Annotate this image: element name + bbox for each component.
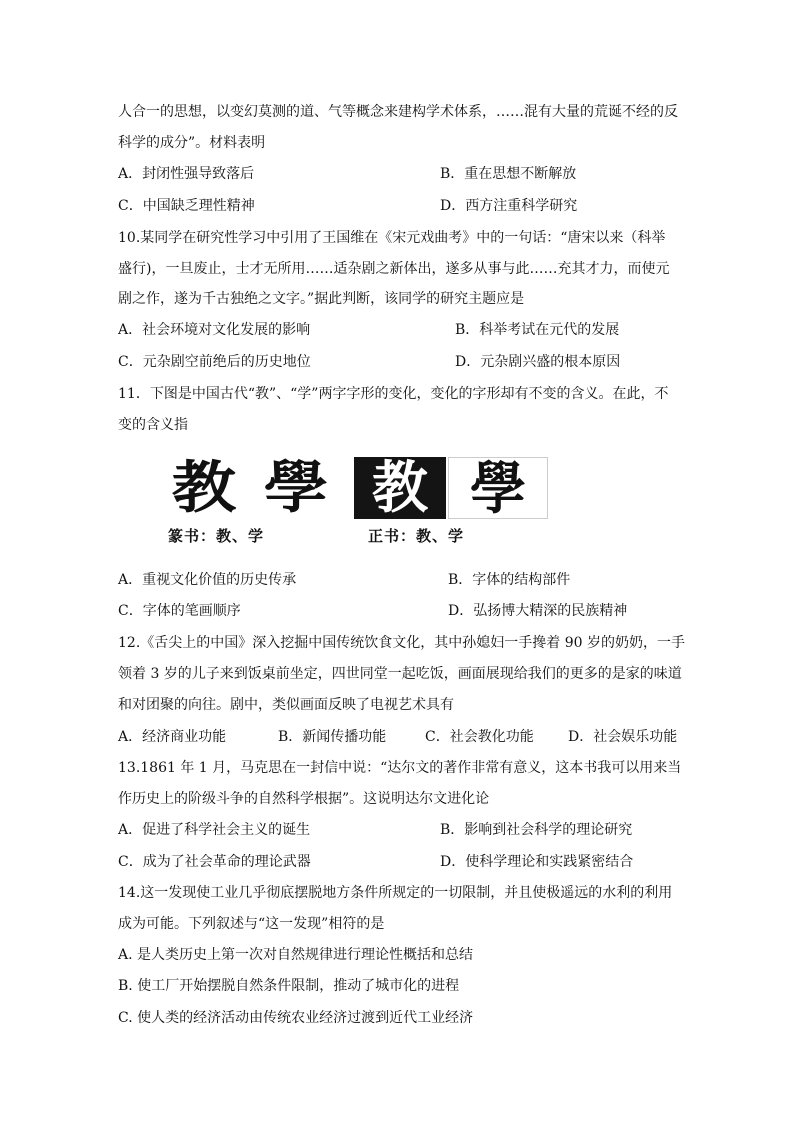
option-b: B．新闻传播功能: [278, 729, 387, 745]
intro-line: 科学的成分”。材料表明: [118, 135, 266, 151]
option-c: C．社会教化功能: [425, 729, 534, 745]
intro-line: 人合一的思想，以变幻莫测的道、气等概念来建构学术体系，……混有大量的荒诞不经的反: [118, 104, 678, 120]
option-b: B. 使工厂开始摆脱自然条件限制，推动了城市化的进程: [118, 978, 460, 994]
question-stem: 11．下图是中国古代“教”、“学”两字字形的变化，变化的字形却有不变的含义。在此，不: [118, 386, 669, 402]
question-stem: 变的含义指: [118, 417, 188, 433]
question-stem: 和对团聚的向往。剧中，类似画面反映了电视艺术具有: [118, 697, 454, 713]
question-stem: 作历史上的阶级斗争的自然科学根据”。这说明达尔文进化论: [118, 791, 490, 807]
option-b: B．字体的结构部件: [448, 572, 571, 588]
option-c: C. 使人类的经济活动由传统农业经济过渡到近代工业经济: [118, 1010, 474, 1026]
option-b: B．重在思想不断解放: [440, 166, 577, 182]
option-b: B．影响到社会科学的理论研究: [440, 822, 633, 838]
question-stem: 成为可能。下列叙述与“这一发现”相符的是: [118, 916, 385, 932]
option-c: C．中国缺乏理性精神: [118, 198, 255, 214]
question-stem: 盛行)，一旦废止，士才无所用……适杂剧之新体出，遂多从事与此……充其才力，而使元: [118, 261, 670, 277]
regular-script-xue: 學: [448, 457, 548, 519]
option-c: C．成为了社会革命的理论武器: [118, 854, 311, 870]
question-stem: 领着 3 岁的儿子来到饭桌前坐定，四世同堂一起吃饭，画面展现给我们的更多的是家的味道: [118, 666, 682, 682]
option-d: D．弘扬博大精深的民族精神: [448, 603, 628, 619]
option-c: C．字体的笔画顺序: [118, 603, 241, 619]
option-d: D．使科学理论和实践紧密结合: [440, 854, 634, 870]
seal-script-xue: 學: [263, 455, 329, 521]
question-stem: 13.1861 年 1 月，马克思在一封信中说：“达尔文的著作非常有意义，这本书我可以用来当: [118, 760, 682, 776]
option-a: A．促进了科学社会主义的诞生: [118, 822, 311, 838]
option-d: D．社会娱乐功能: [568, 729, 678, 745]
option-c: C．元杂剧空前绝后的历史地位: [118, 354, 311, 370]
option-a: A．封闭性强导致落后: [118, 166, 255, 182]
question-stem: 10.某同学在研究性学习中引用了王国维在《宋元戏曲考》中的一句话：“唐宋以来（科举: [118, 230, 666, 246]
option-d: D．元杂剧兴盛的根本原因: [455, 354, 621, 370]
option-a: A．重视文化价值的历史传承: [118, 572, 297, 588]
option-a: A．经济商业功能: [118, 729, 227, 745]
regular-script-jiao: 教: [354, 457, 446, 519]
option-a: A．社会环境对文化发展的影响: [118, 322, 311, 338]
question-stem: 剧之作，遂为千古独绝之文字。”据此判断，该同学的研究主题应是: [118, 291, 525, 307]
regular-caption: 正书：教、学: [368, 527, 465, 545]
seal-caption: 篆书：教、学: [168, 527, 265, 545]
question-stem: 12.《舌尖上的中国》深入挖掘中国传统饮食文化，其中孙媳妇一手搀着 90 岁的奶奶，一手: [118, 635, 685, 651]
question-stem: 14.这一发现使工业几乎彻底摆脱地方条件所规定的一切限制，并且使极遥远的水利的利用: [118, 885, 673, 901]
option-a: A. 是人类历史上第一次对自然规律进行理论性概括和总结: [118, 947, 474, 963]
option-d: D．西方注重科学研究: [440, 198, 578, 214]
character-evolution-figure: [158, 455, 550, 549]
seal-script-jiao: 教: [171, 455, 237, 521]
option-b: B．科举考试在元代的发展: [455, 322, 620, 338]
